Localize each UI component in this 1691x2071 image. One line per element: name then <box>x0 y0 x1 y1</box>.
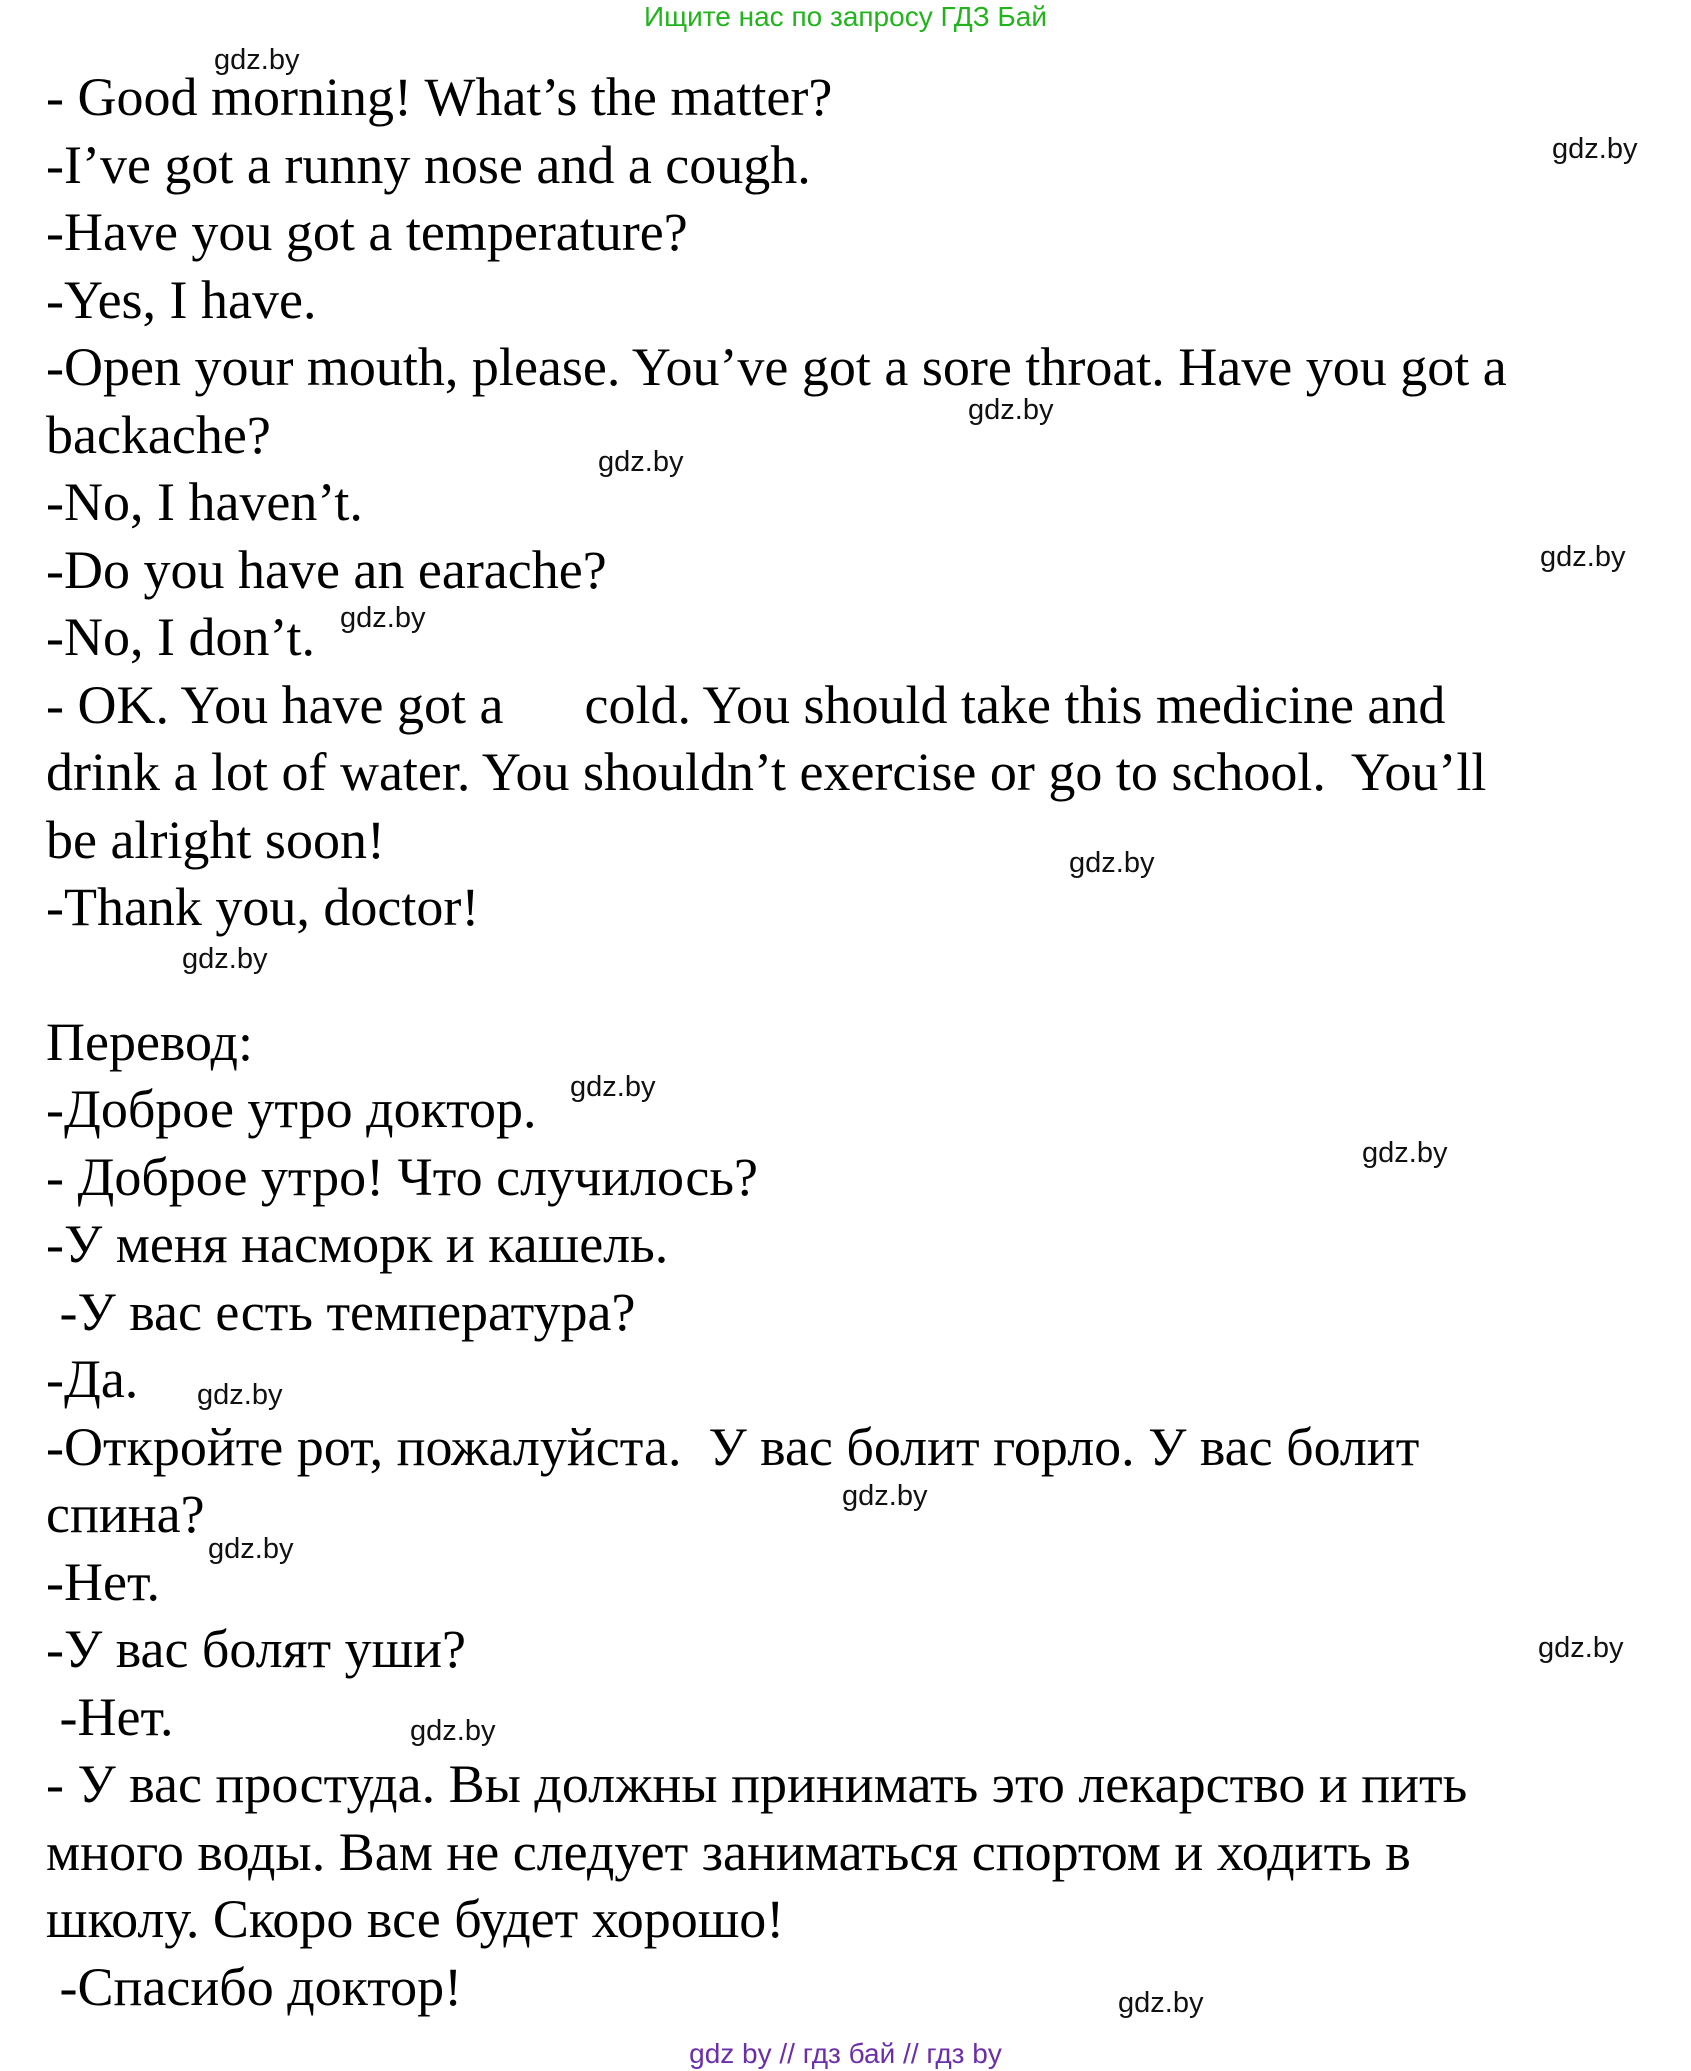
watermark: gdz.by <box>842 1480 928 1512</box>
translation-line: много воды. Вам не следует заниматься спортом и ходить в <box>46 1821 1411 1882</box>
dialogue-line: -Do you have an earache? <box>46 539 607 600</box>
translation-line: -Спасибо доктор! <box>46 1956 463 2017</box>
watermark: gdz.by <box>197 1379 283 1411</box>
dialogue-line: - Good morning! What’s the matter? <box>46 67 833 127</box>
dialogue-line: -Have you got a temperature? <box>46 202 688 262</box>
dialogue-line: -Yes, I have. <box>46 269 317 330</box>
watermark: gdz.by <box>968 394 1054 426</box>
watermark: gdz.by <box>1362 1137 1448 1169</box>
watermark: gdz.by <box>1552 133 1638 165</box>
dialogue-line: be alright soon! <box>46 809 385 870</box>
watermark: gdz.by <box>1118 1987 1204 2019</box>
dialogue-line: -No, I haven’t. <box>46 472 363 532</box>
translation-heading: Перевод: <box>46 1011 253 1072</box>
watermark: gdz.by <box>570 1071 656 1103</box>
watermark: gdz.by <box>340 602 426 634</box>
dialogue-line: - OK. You have got a cold. You should take this medicine and <box>46 674 1446 735</box>
dialogue-line: backache? <box>46 404 271 465</box>
translation-line: -Доброе утро доктор. <box>46 1079 537 1139</box>
section-spacer <box>46 942 1656 1009</box>
footer-links: gdz by // гдз бай // гдз by <box>689 2038 1002 2069</box>
watermark: gdz.by <box>598 446 684 478</box>
translation-line: -Нет. <box>46 1551 160 1612</box>
translation-line: -У вас есть температура? <box>46 1281 636 1342</box>
watermark: gdz.by <box>1538 1632 1624 1664</box>
translation-line: - Доброе утро! Что случилось? <box>46 1146 758 1207</box>
translation-line: -Да. <box>46 1349 139 1409</box>
dialogue-line: drink a lot of water. You shouldn’t exercise or go to school. You’ll <box>46 742 1487 802</box>
translation-line: - У вас простуда. Вы должны принимать это лекарство и пить <box>46 1754 1468 1814</box>
translation-line: -Нет. <box>46 1686 174 1747</box>
dialogue-line: -No, I don’t. <box>46 607 315 667</box>
translation-line: -Откройте рот, пожалуйста. У вас болит горло. У вас болит <box>46 1416 1420 1477</box>
english-dialogue <box>46 64 1656 942</box>
dialogue-document <box>46 64 1656 2021</box>
dialogue-line: -Open your mouth, please. You’ve got a sore throat. Have you got a <box>46 337 1507 397</box>
dialogue-line: -I’ve got a runny nose and a cough. <box>46 134 811 195</box>
translation-line: школу. Скоро все будет хорошо! <box>46 1889 785 1949</box>
search-banner: Ищите нас по запросу ГДЗ Бай <box>643 1 1048 32</box>
watermark: gdz.by <box>1069 847 1155 879</box>
watermark: gdz.by <box>410 1715 496 1747</box>
watermark: gdz.by <box>214 44 300 76</box>
watermark: gdz.by <box>1540 541 1626 573</box>
translation-line: -У вас болят уши? <box>46 1619 467 1679</box>
dialogue-line: -Thank you, doctor! <box>46 877 480 937</box>
translation-line: -У меня насморк и кашель. <box>46 1214 669 1274</box>
translation-line: спина? <box>46 1484 205 1544</box>
watermark: gdz.by <box>182 943 268 975</box>
watermark: gdz.by <box>208 1533 294 1565</box>
